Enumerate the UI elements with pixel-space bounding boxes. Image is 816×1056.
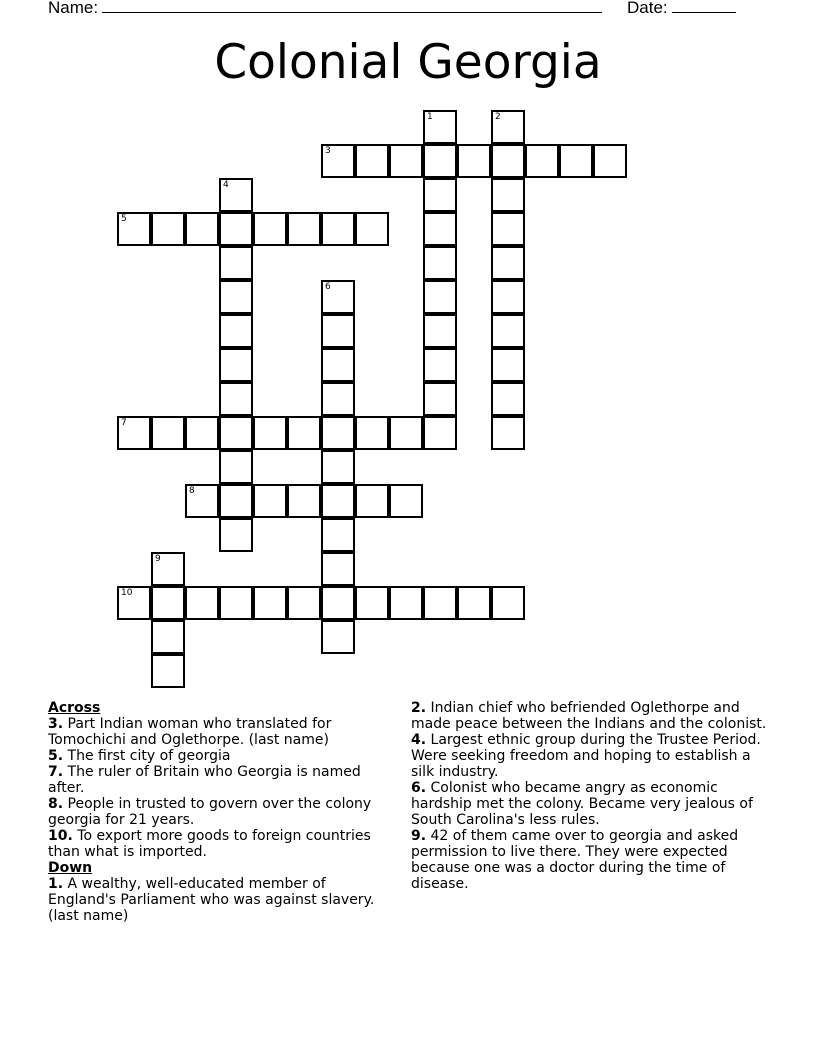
crossword-cell[interactable] [559, 144, 593, 178]
crossword-cell[interactable] [355, 484, 389, 518]
crossword-cell[interactable] [151, 552, 185, 586]
crossword-cell[interactable] [253, 212, 287, 246]
crossword-cell[interactable] [219, 314, 253, 348]
clue-down-6 [411, 780, 776, 828]
crossword-cell[interactable] [355, 586, 389, 620]
clue-number-label: 5 [121, 214, 127, 224]
crossword-cell[interactable] [389, 484, 423, 518]
clue-text: To export more goods to foreign countries than what is imported. [48, 828, 371, 860]
clue-number: 3. [48, 716, 64, 732]
clue-number: 9. [411, 828, 427, 844]
clue-across-8 [48, 796, 393, 828]
crossword-cell[interactable] [185, 484, 219, 518]
clue-across-3 [48, 716, 393, 748]
crossword-cell[interactable] [491, 280, 525, 314]
crossword-cell[interactable] [423, 110, 457, 144]
crossword-cell[interactable] [321, 314, 355, 348]
crossword-cell[interactable] [491, 212, 525, 246]
clue-number: 8. [48, 796, 64, 812]
clue-down-4 [411, 732, 776, 780]
crossword-cell[interactable] [287, 484, 321, 518]
crossword-cell[interactable] [491, 110, 525, 144]
crossword-cell[interactable] [185, 586, 219, 620]
clue-text: 42 of them came over to georgia and asked permission to live there. They were expected because one was a doctor during the time of disease. [411, 828, 739, 892]
crossword-cell[interactable] [321, 382, 355, 416]
crossword-cell[interactable] [219, 586, 253, 620]
crossword-cell[interactable] [219, 484, 253, 518]
crossword-cell[interactable] [219, 280, 253, 314]
crossword-cell[interactable] [423, 246, 457, 280]
crossword-cell[interactable] [389, 144, 423, 178]
crossword-cell[interactable] [593, 144, 627, 178]
crossword-cell[interactable] [423, 144, 457, 178]
crossword-cell[interactable] [219, 178, 253, 212]
crossword-cell[interactable] [117, 416, 151, 450]
crossword-cell[interactable] [355, 416, 389, 450]
crossword-cell[interactable] [321, 518, 355, 552]
clue-text: People in trusted to govern over the colony georgia for 21 years. [48, 796, 372, 828]
crossword-cell[interactable] [491, 416, 525, 450]
crossword-cell[interactable] [355, 212, 389, 246]
clue-down-2 [411, 700, 776, 732]
clue-number-label: 1 [427, 112, 433, 122]
clue-number-label: 4 [223, 180, 229, 190]
crossword-cell[interactable] [491, 348, 525, 382]
clue-down-9 [411, 828, 776, 892]
clue-text: The first city of georgia [67, 748, 231, 764]
clue-across-5 [48, 748, 393, 764]
clue-number: 2. [411, 700, 427, 716]
crossword-cell[interactable] [219, 246, 253, 280]
crossword-cell[interactable] [355, 144, 389, 178]
crossword-cell[interactable] [151, 212, 185, 246]
crossword-cell[interactable] [423, 314, 457, 348]
crossword-cell[interactable] [423, 348, 457, 382]
clue-number: 6. [411, 780, 427, 796]
crossword-cell[interactable] [219, 382, 253, 416]
crossword-cell[interactable] [185, 212, 219, 246]
crossword-cell[interactable] [321, 212, 355, 246]
crossword-cell[interactable] [457, 144, 491, 178]
crossword-cell[interactable] [321, 348, 355, 382]
date-label: Date: [627, 0, 668, 17]
clues-column-right [411, 700, 776, 892]
crossword-cell[interactable] [423, 382, 457, 416]
clues-column-left [48, 700, 393, 924]
crossword-cell[interactable] [253, 484, 287, 518]
crossword-cell[interactable] [287, 416, 321, 450]
clue-number: 7. [48, 764, 64, 780]
crossword-cell[interactable] [253, 586, 287, 620]
crossword-cell[interactable] [423, 416, 457, 450]
crossword-cell[interactable] [321, 552, 355, 586]
crossword-cell[interactable] [491, 586, 525, 620]
clue-number-label: 2 [495, 112, 501, 122]
crossword-cell[interactable] [491, 382, 525, 416]
crossword-cell[interactable] [423, 586, 457, 620]
crossword-cell[interactable] [219, 212, 253, 246]
crossword-cell[interactable] [423, 280, 457, 314]
clue-number: 4. [411, 732, 427, 748]
crossword-cell[interactable] [321, 484, 355, 518]
crossword-cell[interactable] [151, 416, 185, 450]
clue-number-label: 3 [325, 146, 331, 156]
clue-number: 10. [48, 828, 73, 844]
crossword-cell[interactable] [117, 586, 151, 620]
crossword-cell[interactable] [321, 416, 355, 450]
crossword-cell[interactable] [321, 280, 355, 314]
crossword-cell[interactable] [491, 144, 525, 178]
clue-down-1 [48, 876, 393, 924]
clue-text: A wealthy, well-educated member of England's Parliament who was against slavery. (last name) [48, 876, 375, 924]
crossword-cell[interactable] [389, 586, 423, 620]
crossword-cell[interactable] [219, 450, 253, 484]
crossword-cell[interactable] [151, 586, 185, 620]
crossword-cell[interactable] [491, 178, 525, 212]
crossword-cell[interactable] [185, 416, 219, 450]
crossword-cell[interactable] [287, 212, 321, 246]
crossword-cell[interactable] [321, 620, 355, 654]
clue-text: The ruler of Britain who Georgia is named after. [48, 764, 361, 796]
crossword-cell[interactable] [151, 620, 185, 654]
clue-across-10 [48, 828, 393, 860]
clue-number-label: 9 [155, 554, 161, 564]
crossword-cell[interactable] [253, 416, 287, 450]
crossword-cell[interactable] [321, 450, 355, 484]
crossword-cell[interactable] [457, 586, 491, 620]
clue-number-label: 8 [189, 486, 195, 496]
crossword-cell[interactable] [321, 586, 355, 620]
across-heading: Across [48, 700, 101, 716]
crossword-cell[interactable] [525, 144, 559, 178]
clue-number: 5. [48, 748, 64, 764]
clue-across-7 [48, 764, 393, 796]
crossword-cell[interactable] [423, 178, 457, 212]
clue-number-label: 7 [121, 418, 127, 428]
crossword-cell[interactable] [321, 144, 355, 178]
crossword-cell[interactable] [287, 586, 321, 620]
clue-text: Indian chief who befriended Oglethorpe and made peace between the Indians and the colonist. [411, 700, 767, 732]
clue-text: Part Indian woman who translated for Tomochichi and Oglethorpe. (last name) [48, 716, 332, 748]
crossword-cell[interactable] [491, 314, 525, 348]
crossword-cell[interactable] [219, 416, 253, 450]
name-label: Name: [48, 0, 99, 17]
crossword-cell[interactable] [491, 246, 525, 280]
clue-number-label: 10 [121, 588, 133, 598]
clue-number: 1. [48, 876, 64, 892]
page-title: Colonial Georgia [214, 35, 602, 90]
clue-text: Largest ethnic group during the Trustee Period. Were seeking freedom and hoping to establish a silk industry. [411, 732, 761, 780]
crossword-cell[interactable] [151, 654, 185, 688]
down-heading: Down [48, 860, 93, 876]
crossword-cell[interactable] [219, 348, 253, 382]
crossword-cell[interactable] [423, 212, 457, 246]
clue-text: Colonist who became angry as economic hardship met the colony. Became very jealous of South Carolina's less rules. [411, 780, 753, 828]
clue-number-label: 6 [325, 282, 331, 292]
crossword-cell[interactable] [389, 416, 423, 450]
crossword-cell[interactable] [219, 518, 253, 552]
crossword-cell[interactable] [117, 212, 151, 246]
